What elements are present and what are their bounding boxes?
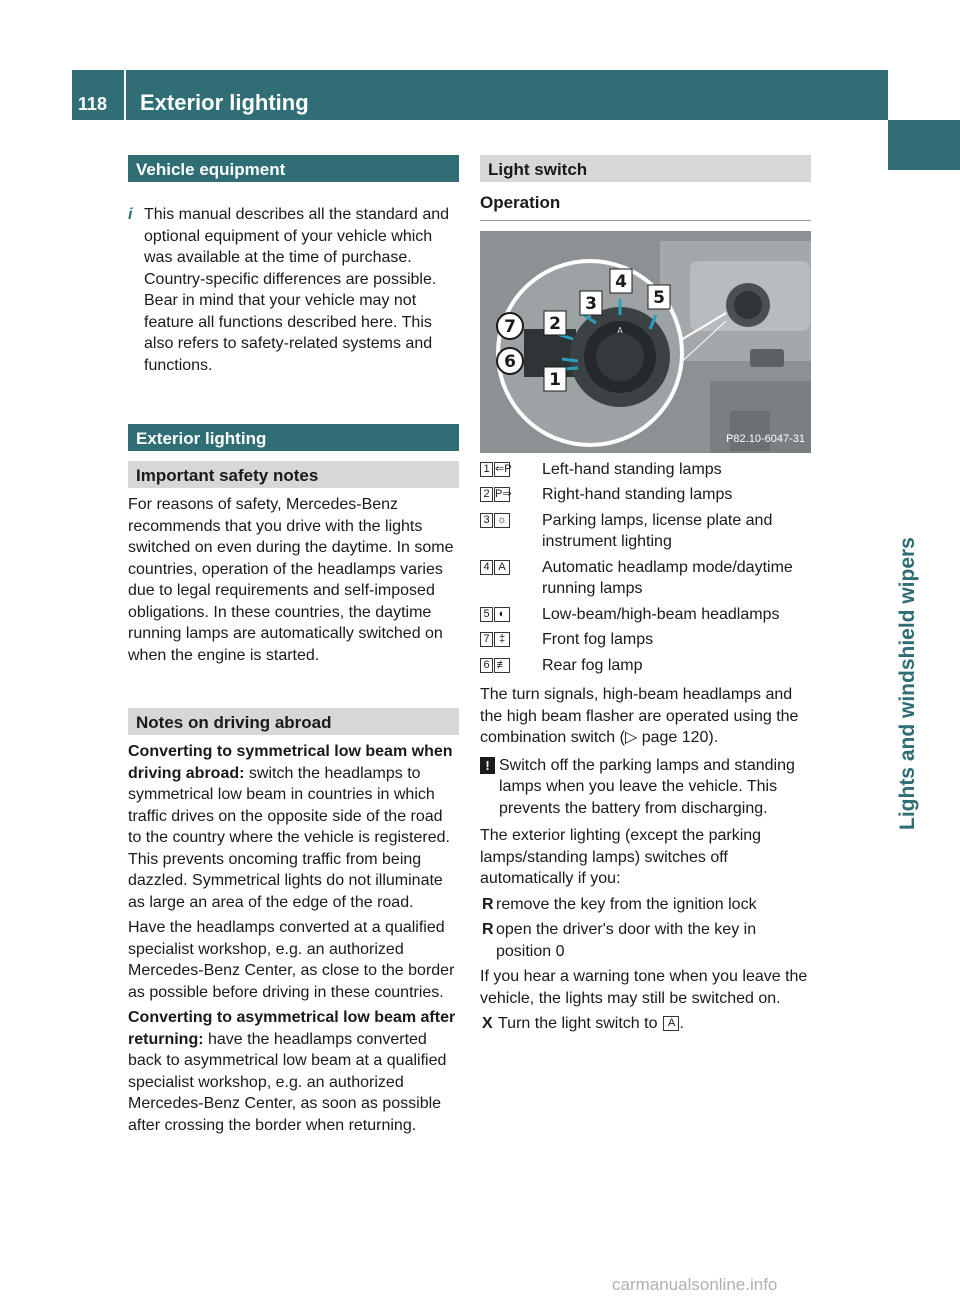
svg-text:5: 5 [653, 287, 665, 308]
abroad-paragraph-1 [128, 741, 459, 913]
subheading-safety-notes: Important safety notes [128, 461, 459, 488]
abroad-p1-bold: Converting to symmetrical low beam when driving abroad: [128, 743, 453, 782]
action-arrow-icon: X [482, 1015, 493, 1032]
svg-text:2: 2 [549, 313, 561, 334]
abroad-p1-text: switch the headlamps to symmetrical low beam in countries in which traffic drives on the opposite side of the road to the country where the vehicle is registered. This prevents oncoming traffic from being dazzled. Symmetrical lights do not illuminate as large an area of the edge of the road. [128, 764, 450, 911]
info-text: This manual describes all the standard and optional equipment of your vehicle which was available at the time of purchase. Country-specific differences are possible. Bear in mind that your vehicle may not feature all functions described here. This also refers to safety-related systems and functions. [144, 206, 450, 374]
subheading-driving-abroad: Notes on driving abroad [128, 708, 459, 735]
svg-text:A: A [617, 325, 623, 335]
legend-number: 3 [480, 513, 493, 528]
legend-item [480, 557, 811, 600]
svg-text:1: 1 [549, 369, 561, 390]
legend-text: Automatic headlamp mode/daytime running lamps [542, 558, 793, 597]
bullet-icon: R [482, 895, 494, 913]
legend-item [480, 484, 811, 506]
legend-item [480, 510, 811, 553]
bullet-text: remove the key from the ignition lock [496, 895, 757, 913]
list-item [480, 919, 811, 962]
legend-text: Rear fog lamp [542, 656, 643, 674]
warning-text: Switch off the parking lamps and standing lamps when you leave the vehicle. This prevents the battery from discharging. [499, 756, 795, 817]
light-switch-figure [480, 231, 811, 453]
page-title: Exterior lighting [140, 90, 309, 115]
safety-text: For reasons of safety, Mercedes-Benz recommends that you drive with the lights switched on even during the daytime. In some countries, operation of the headlamps varies due to legal requirements and self-imposed obligations. In these countries, the daytime running lamps are automatically switched on when the engine is started. [128, 496, 454, 664]
legend-text: Low-beam/high-beam headlamps [542, 605, 780, 623]
bullet-icon: R [482, 921, 494, 938]
right-standing-lamp-icon: P⇒ [495, 488, 512, 500]
parking-lamp-icon: ☼ [494, 513, 510, 528]
left-column [128, 155, 459, 1140]
legend-text: Right-hand standing lamps [542, 486, 733, 503]
svg-text:3: 3 [585, 293, 597, 314]
light-switch-illustration [480, 231, 811, 453]
abroad-paragraph-2: Have the headlamps converted at a qualified specialist workshop, e.g. an authorized Mercedes-Benz Center, as close to the border as possible before driving in these countries. [128, 919, 455, 1001]
list-item [480, 894, 811, 916]
section-heading-exterior-lighting: Exterior lighting [128, 424, 459, 451]
legend-text: Parking lamps, license plate and instrument lighting [542, 511, 773, 550]
header-divider [124, 70, 126, 120]
legend-number: 1 [480, 462, 493, 477]
auto-headlamp-icon: A [494, 560, 510, 575]
info-note [128, 204, 459, 376]
chapter-tab [888, 120, 960, 170]
rear-fog-lamp-icon: ≢ [494, 658, 510, 673]
exterior-lighting-paragraph: The exterior lighting (except the parking lamps/standing lamps) switches off automatically if you: [480, 827, 762, 887]
warning-tone-paragraph: If you hear a warning tone when you leave the vehicle, the lights may still be switched on. [480, 968, 808, 1007]
action-step: X Turn the light switch to A . [480, 1013, 811, 1035]
page-number: 118 [78, 94, 108, 114]
turn-signal-paragraph: The turn signals, high-beam headlamps and the high beam flasher are operated using the combination switch (▷ page 120). [480, 686, 799, 746]
svg-text:7: 7 [504, 316, 516, 337]
front-fog-lamp-icon: ‡ [494, 632, 510, 647]
svg-text:6: 6 [504, 351, 516, 372]
info-icon: i [128, 206, 133, 223]
legend-item [480, 604, 811, 626]
section-heading-light-switch: Light switch [480, 155, 811, 182]
legend-item [480, 655, 811, 677]
abroad-paragraph-3 [128, 1007, 459, 1136]
warning-icon: ! [480, 757, 495, 774]
legend-text: Front fog lamps [542, 631, 654, 648]
legend-number: 6 [480, 658, 493, 673]
watermark: carmanualsonline.info [612, 1275, 778, 1294]
legend-text: Left-hand standing lamps [542, 460, 722, 478]
abroad-p3-bold: Converting to asymmetrical low beam after returning: [128, 1009, 456, 1048]
abroad-p3-text: have the headlamps converted back to asymmetrical low beam at a qualified specialist workshop, e.g. an authorized Mercedes-Benz Center, as soon as possible after crossing the border when returning. [128, 1030, 447, 1134]
legend-item [480, 459, 811, 481]
legend-number: 5 [480, 607, 493, 622]
action-text: Turn the light switch to [498, 1015, 658, 1032]
svg-text:4: 4 [615, 271, 627, 292]
bullet-text: open the driver's door with the key in position 0 [496, 921, 757, 960]
low-beam-icon: ◐ [494, 607, 510, 622]
warning-note [480, 755, 811, 820]
legend-number: 7 [480, 632, 493, 647]
right-column [480, 155, 811, 1035]
auto-headlamp-icon: A [663, 1016, 679, 1031]
left-standing-lamp-icon: ⇐P [495, 462, 512, 475]
legend-item [480, 629, 811, 651]
chapter-label: Lights and windshield wipers [896, 537, 919, 830]
figure-caption: P82.10-6047-31 [726, 433, 805, 445]
legend-number: 2 [480, 487, 493, 502]
section-heading-vehicle-equipment: Vehicle equipment [128, 155, 459, 182]
operation-heading: Operation [480, 192, 811, 221]
legend-list [480, 459, 811, 677]
legend-number: 4 [480, 560, 493, 575]
